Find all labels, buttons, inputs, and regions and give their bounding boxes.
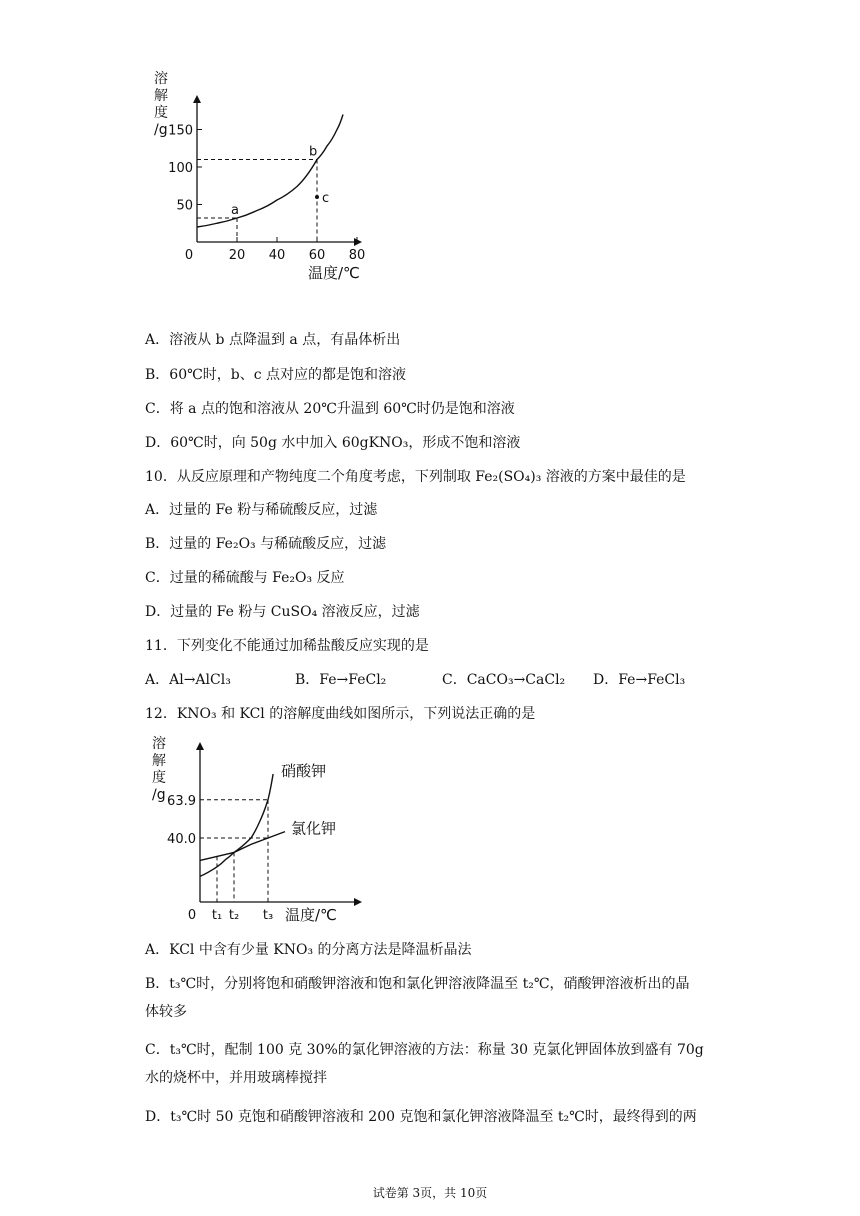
x-tick-label-1: t₁ [211, 908, 223, 923]
y-axis-label-3: /g [154, 122, 168, 138]
solubility-chart-2 [140, 732, 380, 932]
y-axis-label-0: 溶 [154, 71, 168, 87]
y-axis-label-1: 解 [152, 753, 166, 769]
q11-stem: 11．下列变化不能通过加稀盐酸反应实现的是 [145, 638, 429, 654]
y-tick-label-0: 40.0 [167, 832, 196, 847]
q12-option-c-cont: 水的烧杯中，并用玻璃棒搅拌 [145, 1070, 327, 1086]
q10-option-b: B．过量的 Fe₂O₃ 与稀硫酸反应，过滤 [145, 536, 387, 552]
x-axis-label: 温度/℃ [308, 264, 360, 282]
q12-option-a: A．KCl 中含有少量 KNO₃ 的分离方法是降温析晶法 [145, 942, 472, 958]
solubility-curve [197, 115, 343, 228]
q12-stem: 12．KNO₃ 和 KCl 的溶解度曲线如图所示，下列说法正确的是 [145, 706, 536, 722]
page-footer: 试卷第 3页，共 10页 [372, 1186, 488, 1200]
y-tick-label-1: 63.9 [167, 793, 196, 809]
q12-option-d: D．t₃℃时 50 克饱和硝酸钾溶液和 200 克饱和氯化钾溶液降温至 t₂℃时，最终得到的两 [145, 1109, 697, 1125]
x-tick-label-4: 80 [348, 248, 366, 263]
point-label-a: a [231, 203, 239, 218]
y-tick-label-0: 50 [176, 198, 193, 214]
y-axis-label-3: /g [152, 787, 166, 803]
x-tick-label-2: 40 [268, 248, 286, 263]
y-tick-label-2: 150 [168, 123, 193, 139]
x-axis-arrow [354, 238, 362, 246]
q10-option-d: D．过量的 Fe 粉与 CuSO₄ 溶液反应，过滤 [145, 604, 420, 620]
y-axis-label-1: 解 [154, 88, 168, 104]
q9-option-c: C．将 a 点的饱和溶液从 20℃升温到 60℃时仍是饱和溶液 [145, 401, 515, 417]
solubility-chart-1 [140, 65, 380, 285]
y-axis-arrow [196, 742, 204, 750]
q9-option-a: A．溶液从 b 点降温到 a 点，有晶体析出 [145, 332, 401, 348]
q9-option-d: D．60℃时，向 50g 水中加入 60gKNO₃，形成不饱和溶液 [145, 435, 521, 451]
q9-option-b: B．60℃时，b、c 点对应的都是饱和溶液 [145, 367, 407, 383]
q12-option-b-cont: 体较多 [145, 1004, 187, 1020]
q12-option-c: C．t₃℃时，配制 100 克 30%的氯化钾溶液的方法：称量 30 克氯化钾固体放到盛有 70g [145, 1042, 704, 1058]
q11-option-b: B．Fe→FeCl₂ [295, 672, 387, 688]
x-tick-label-3: t₃ [262, 908, 274, 923]
y-tick-label-1: 100 [168, 161, 193, 176]
x-tick-label-0: 0 [184, 248, 194, 263]
q10-option-a: A．过量的 Fe 粉与稀硫酸反应，过滤 [145, 502, 378, 518]
x-axis-arrow [354, 898, 362, 906]
x-axis-label: 温度/℃ [285, 906, 337, 924]
y-axis-label-2: 度 [152, 770, 166, 786]
x-tick-label-1: 20 [228, 248, 246, 263]
curve-kno3 [200, 774, 273, 876]
point-c-dot [315, 195, 319, 199]
series-label-kcl: 氯化钾 [291, 819, 337, 838]
q11-option-d: D．Fe→FeCl₃ [593, 672, 686, 688]
q12-option-b: B．t₃℃时，分别将饱和硝酸钾溶液和饱和氯化钾溶液降温至 t₂℃，硝酸钾溶液析出的晶 [145, 976, 690, 992]
q10-stem: 10．从反应原理和产物纯度二个角度考虑，下列制取 Fe₂(SO₄)₃ 溶液的方案中最佳的是 [145, 469, 686, 485]
series-label-kno3: 硝酸钾 [281, 762, 327, 780]
point-label-b: b [309, 144, 318, 160]
x-tick-label-0: 0 [187, 908, 197, 923]
q10-option-c: C．过量的稀硫酸与 Fe₂O₃ 反应 [145, 570, 345, 586]
q11-option-c: C．CaCO₃→CaCl₂ [442, 672, 566, 688]
x-tick-label-3: 60 [308, 248, 326, 263]
x-tick-label-2: t₂ [228, 908, 240, 923]
q11-option-a: A．Al→AlCl₃ [145, 672, 231, 688]
y-axis-label-0: 溶 [152, 736, 166, 752]
y-axis-label-2: 度 [154, 105, 168, 121]
point-label-c: c [322, 191, 330, 206]
y-axis-arrow [193, 95, 201, 103]
